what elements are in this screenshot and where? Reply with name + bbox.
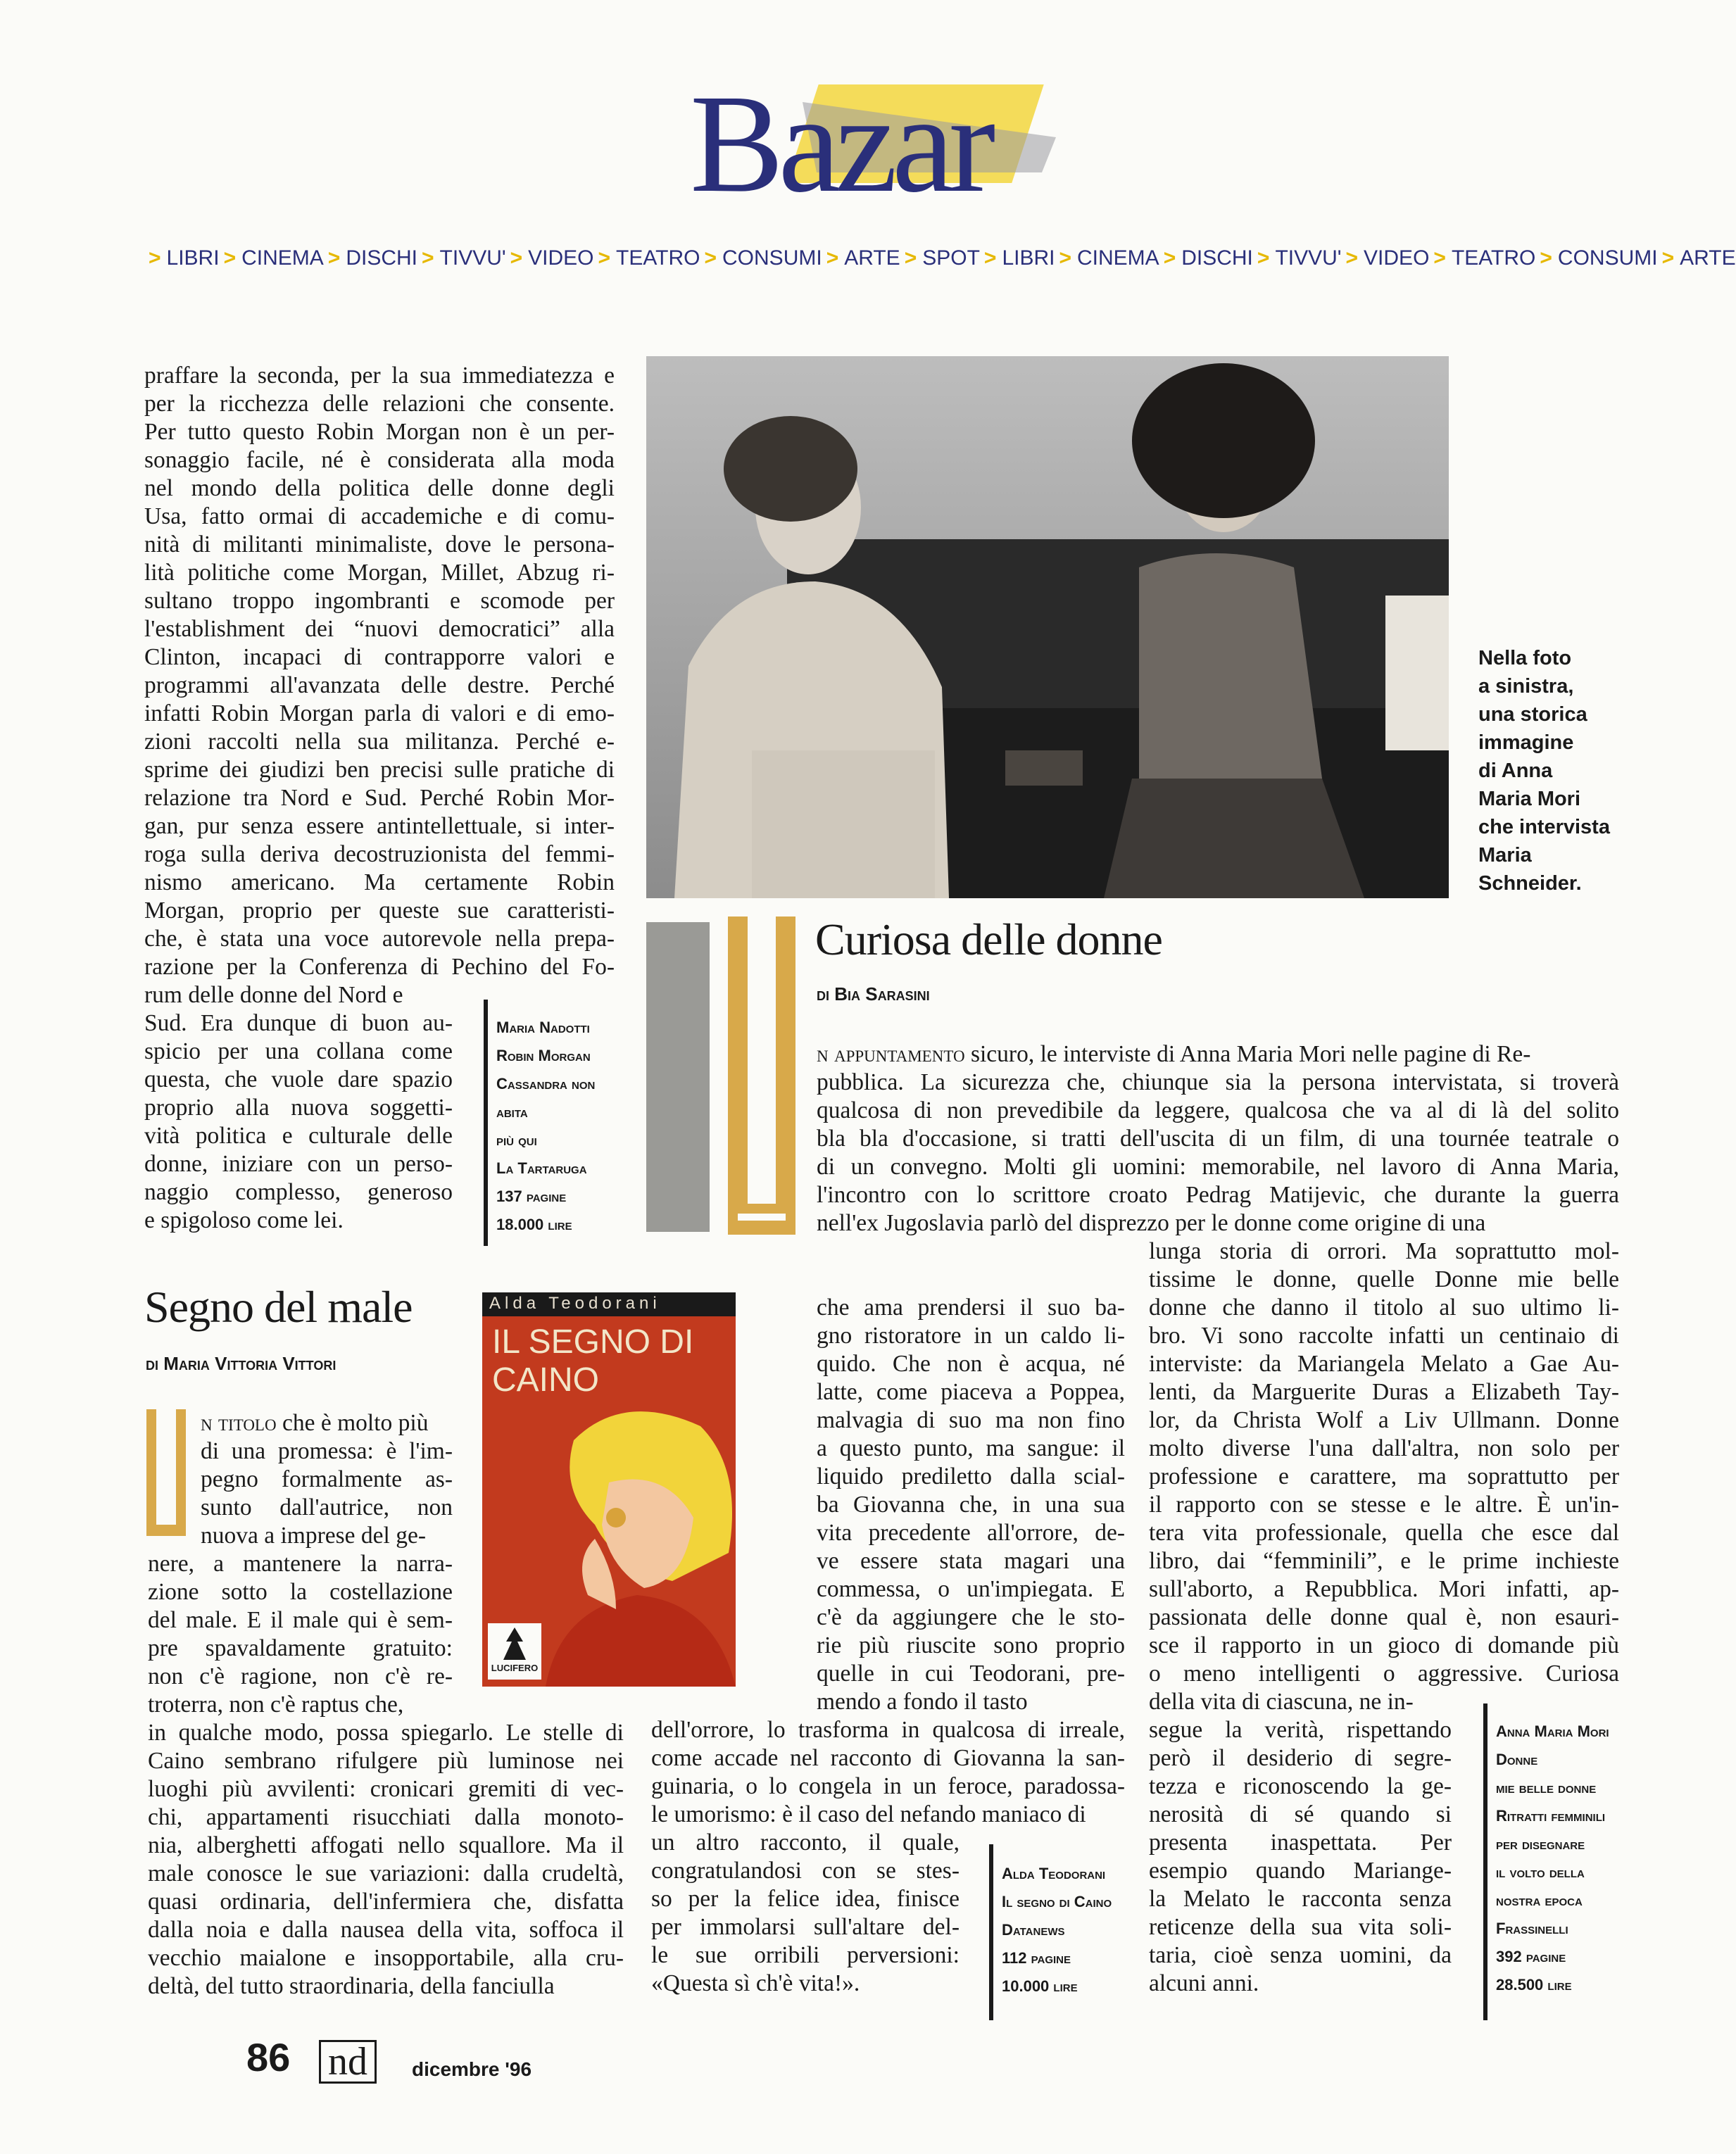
dropcap-u-male (146, 1409, 186, 1536)
text-line: sull'aborto, a Repubblica. Mori infatti, ap- (1149, 1576, 1619, 1602)
text-line: tera vita professionale, quella che esce dal (1149, 1520, 1619, 1546)
nav-item[interactable] (1253, 246, 1342, 270)
decorative-gray-bar (646, 922, 710, 1232)
chevron-right-icon: > (223, 246, 237, 270)
byline-mori: di Bia Sarasini (817, 983, 930, 1004)
book-cover-illustration (532, 1398, 736, 1687)
nav-item-label: LIBRI (166, 246, 220, 270)
book-cover (482, 1292, 736, 1687)
text-line: pubblica. La sicurezza che, chiunque sia la persona intervistata, si troverà (817, 1069, 1619, 1095)
text-line: vita precedente all'orrore, de- (817, 1520, 1125, 1546)
credit-line: 392 pagine (1496, 1948, 1566, 1965)
text-line: luoghi più avvilenti: cronicari gremiti di vec- (148, 1776, 624, 1802)
nav-item-label: TEATRO (616, 246, 700, 270)
text-line: libro, dai “femminili”, e le prime inchieste (1149, 1548, 1619, 1574)
text-line: lor, da Christa Wolf a Liv Ullmann. Donne (1149, 1407, 1619, 1433)
nav-item-label: TIVVU' (439, 246, 506, 270)
text-line: vecchio maialone e insopportabile, alla cru- (148, 1945, 624, 1971)
text-line: praffare la seconda, per la sua immediatezza e (144, 363, 615, 389)
credit-line: 28.500 lire (1496, 1976, 1572, 1994)
credit-line: nostra epoca (1496, 1891, 1583, 1909)
text-line: Per tutto questo Robin Morgan non è un per- (144, 419, 615, 445)
text-line: quasi ordinaria, dell'infermiera che, disfatta (148, 1889, 624, 1915)
text-line: nerosità di sé quando si (1149, 1801, 1452, 1827)
male-text-dropcap (201, 1437, 453, 1550)
text-line: gan, pur senza essere antintellettuale, si inter- (144, 813, 615, 839)
nav-item[interactable] (1159, 246, 1253, 270)
mori-text-right (1149, 1237, 1619, 1716)
caption-line: Maria Mori (1478, 788, 1581, 810)
text-line: rie più riuscite sono proprio (817, 1632, 1125, 1658)
text-line: roga sulla deriva decostruzionista del femmi- (144, 841, 615, 867)
chevron-right-icon: > (904, 246, 917, 270)
text-line: guinaria, o lo congela in un feroce, paradossa- (651, 1773, 1125, 1799)
text-line: pegno formalmente as- (201, 1466, 453, 1492)
text-line: nell'ex Jugoslavia parlò del disprezzo per le donne come origine di una (817, 1210, 1486, 1236)
text-line: interviste: da Mariangela Melato a Gae Au- (1149, 1351, 1619, 1377)
issue-date: dicembre '96 (412, 2058, 532, 2080)
text-line: in qualche modo, possa spiegarlo. Le stelle di (148, 1720, 624, 1746)
credit-line: più qui (496, 1131, 537, 1149)
text-line: di un convegno. Molti gli uomini: memorabile, nel lavoro di Anna Maria, (817, 1154, 1619, 1180)
text-line: nia, alberghetti affogati nello squallore. Ma il (148, 1832, 624, 1858)
text-line: per la ricchezza delle relazioni che consente. (144, 391, 615, 417)
nav-item[interactable] (1429, 246, 1535, 270)
text-line: molto diverse l'una dall'altra, non solo per (1149, 1435, 1619, 1461)
nav-item[interactable] (1342, 246, 1430, 270)
nav-item-label: ARTE (844, 246, 900, 270)
credit-line: Alda Teodorani (1002, 1865, 1106, 1882)
male-text-middle-wide (651, 1716, 1125, 1829)
male-text-middle-narrow (651, 1829, 960, 1998)
text-line: segue la verità, rispettando (1149, 1717, 1452, 1743)
text-line: donne, iniziare con un perso- (144, 1151, 453, 1177)
magazine-logo: nd (319, 2040, 377, 2084)
text-line: rum delle donne del Nord e (144, 982, 403, 1008)
credit-line: Ritratti femminili (1496, 1807, 1606, 1825)
text-line: zione sotto la costellazione (148, 1579, 453, 1605)
lead-rest-mori: sicuro, le interviste di Anna Maria Mori nelle pagine di Re- (964, 1041, 1531, 1067)
nav-item-label: CONSUMI (722, 246, 822, 270)
chevron-right-icon: > (1540, 246, 1552, 270)
text-line: razione per la Conferenza di Pechino del Fo- (144, 954, 615, 980)
book-credit-morgan (496, 1014, 623, 1239)
text-line: di una promessa: è l'im- (201, 1438, 453, 1464)
text-line: sprime dei giudizi ben precisi sulle pratiche di (144, 757, 615, 783)
text-line: taria, cioè senza uomini, da (1149, 1942, 1452, 1968)
caption-line: Schneider. (1478, 872, 1582, 895)
headline-male: Segno del male (144, 1282, 413, 1332)
nav-item[interactable] (1658, 246, 1736, 270)
credit-rule (1483, 1703, 1487, 2020)
text-line: bla bla d'occasione, si tratti dell'uscita di un film, di una tournée teatrale o (817, 1126, 1619, 1152)
publisher-name: LUCIFERO (491, 1663, 539, 1673)
text-line: a questo punto, ma sangue: il (817, 1435, 1125, 1461)
text-line: nel mondo della politica delle donne degli (144, 475, 615, 501)
text-line: spicio per una collana come (144, 1038, 453, 1064)
text-line: Morgan, proprio per queste sue caratteristi- (144, 898, 615, 924)
lead-line-mori (817, 1040, 1619, 1069)
text-line: proprio alla nuova soggetti- (144, 1095, 453, 1121)
nav-item-label: DISCHI (346, 246, 417, 270)
caption-line: Nella foto (1478, 647, 1572, 669)
credit-line: La Tartaruga (496, 1159, 587, 1177)
credit-line: per disegnare (1496, 1835, 1585, 1853)
male-text-middle (817, 1294, 1125, 1716)
text-line: nismo americano. Ma certamente Robin (144, 869, 615, 895)
text-line: presenta inaspettata. Per (1149, 1829, 1452, 1856)
text-line: sunto dall'autrice, non (201, 1494, 453, 1520)
chevron-right-icon: > (1345, 246, 1359, 270)
text-line: nità di militanti minimaliste, dove le persona- (144, 531, 615, 558)
credit-line: abita (496, 1103, 528, 1121)
nav-item-label: LIBRI (1002, 246, 1055, 270)
credit-rule (484, 1000, 488, 1246)
text-line: zioni raccolti nella sua militanza. Perché e- (144, 729, 615, 755)
text-line: che ama prendersi il suo ba- (817, 1295, 1125, 1321)
caption-line: una storica (1478, 703, 1587, 726)
text-line: Clinton, incapaci di contrapporre valori e (144, 644, 615, 670)
text-line: dalla noia e dalla nausea della vita, soffoca il (148, 1917, 624, 1943)
text-line: latte, come piaceva a Poppea, (817, 1379, 1125, 1405)
text-line: gno ristoratore in un caldo li- (817, 1323, 1125, 1349)
text-line: malvagia di suo ma non fino (817, 1407, 1125, 1433)
photo-caption (1478, 644, 1661, 898)
book-credit-teodorani (1002, 1860, 1143, 2001)
text-line: nere, a mantenere la narra- (148, 1551, 453, 1577)
nav-item-label: VIDEO (528, 246, 594, 270)
text-line: «Questa sì ch'è vita!». (651, 1970, 860, 1996)
text-line: troterra, non c'è raptus che, (148, 1692, 404, 1718)
credit-line: Frassinelli (1496, 1920, 1568, 1937)
left-column-text (144, 362, 615, 1009)
credit-line: Cassandra non (496, 1075, 596, 1092)
text-line: vità politica e culturale delle (144, 1123, 453, 1149)
text-line: so per la felice idea, finisce (651, 1886, 960, 1912)
text-line: tezza e riconoscendo la ge- (1149, 1773, 1452, 1799)
interview-photo (646, 356, 1449, 898)
nav-item[interactable] (594, 246, 700, 270)
nav-item-label: VIDEO (1364, 246, 1430, 270)
chevron-right-icon: > (149, 246, 161, 270)
chevron-right-icon: > (826, 246, 839, 270)
chevron-right-icon: > (1433, 246, 1446, 270)
caption-line: che intervista (1478, 816, 1610, 838)
text-line: quido. Che non è acqua, né (817, 1351, 1125, 1377)
text-line: il rapporto con se stesse e le altre. È un'in- (1149, 1492, 1619, 1518)
chevron-right-icon: > (704, 246, 717, 270)
chevron-right-icon: > (983, 246, 997, 270)
text-line: esempio quando Mariange- (1149, 1858, 1452, 1884)
text-line: dell'orrore, lo trasforma in qualcosa di irreale, (651, 1717, 1125, 1743)
lead-line-male (201, 1409, 453, 1437)
text-line: come accade nel racconto di Giovanna la san- (651, 1745, 1125, 1771)
nav-item[interactable] (324, 246, 417, 270)
nav-item-label: DISCHI (1181, 246, 1253, 270)
book-cover-author: Alda Teodorani (489, 1294, 661, 1313)
text-line: Sud. Era dunque di buon au- (144, 1010, 453, 1036)
text-line: Usa, fatto ormai di accademiche e di comu- (144, 503, 615, 529)
text-line: qualcosa di non prevedibile da leggere, qualcosa che va al di là del solito (817, 1097, 1619, 1123)
headline-mori: Curiosa delle donne (815, 914, 1162, 964)
text-line: del male. E il male qui è sem- (148, 1607, 453, 1633)
chevron-right-icon: > (1661, 246, 1675, 270)
text-line: infatti Robin Morgan parla di valori e di emo- (144, 700, 615, 726)
caption-line: a sinistra, (1478, 675, 1574, 698)
text-line: ve essere stata magari una (817, 1548, 1125, 1574)
chevron-right-icon: > (598, 246, 611, 270)
text-line: l'incontro con lo scrittore croato Pedrag Matijevic, che durante la guerra (817, 1182, 1619, 1208)
text-line: le umorismo: è il caso del nefando maniaco di (651, 1801, 1086, 1827)
text-line: o meno intelligenti o aggressive. Curiosa (1149, 1661, 1619, 1687)
credit-line: Datanews (1002, 1921, 1065, 1939)
text-line: quelle in cui Teodorani, pre- (817, 1661, 1125, 1687)
nav-item-label: CONSUMI (1557, 246, 1658, 270)
male-text-narrow (148, 1550, 453, 1719)
credit-line: il volto della (1496, 1863, 1585, 1881)
credit-line: Maria Nadotti (496, 1019, 590, 1036)
chevron-right-icon: > (1059, 246, 1071, 270)
text-line: un altro racconto, il quale, (651, 1829, 960, 1856)
nav-item[interactable] (1055, 246, 1159, 270)
book-credit-mori (1496, 1718, 1623, 1999)
chevron-right-icon: > (1257, 246, 1270, 270)
lead-smallcaps-male: n titolo (201, 1410, 277, 1436)
nav-item[interactable] (980, 246, 1055, 270)
section-nav (144, 246, 1736, 270)
mori-text-right-narrow (1149, 1716, 1452, 1998)
caption-line: di Anna (1478, 760, 1553, 782)
nav-item[interactable] (220, 246, 324, 270)
chevron-right-icon: > (327, 246, 341, 270)
nav-item[interactable] (506, 246, 594, 270)
mori-text-wide (817, 1069, 1619, 1237)
text-line: della vita di ciascuna, ne in- (1149, 1689, 1414, 1715)
text-line: però il desiderio di segre- (1149, 1745, 1452, 1771)
text-line: mendo a fondo il tasto (817, 1689, 1028, 1715)
text-line: relazione tra Nord e Sud. Perché Robin Mor- (144, 785, 615, 811)
text-line: sce il rapporto in un gioco di domande più (1149, 1632, 1619, 1658)
text-line: Caino sembrano rifulgere più luminose nei (148, 1748, 624, 1774)
text-line: ba Giovanna che, in una sua (817, 1492, 1125, 1518)
text-line: liquido prediletto dalla scial- (817, 1463, 1125, 1489)
chevron-right-icon: > (510, 246, 523, 270)
credit-line: 18.000 lire (496, 1216, 572, 1233)
text-line: professione e carattere, ma soprattutto per (1149, 1463, 1619, 1489)
credit-line: 137 pagine (496, 1188, 567, 1205)
text-line: lenti, da Marguerite Duras a Elizabeth Tay- (1149, 1379, 1619, 1405)
text-line: passionata delle donne qual è, non esauri- (1149, 1604, 1619, 1630)
credit-line: 10.000 lire (1002, 1977, 1078, 1995)
dropcap-u-mori (728, 917, 795, 1235)
credit-line: 112 pagine (1002, 1949, 1071, 1967)
credit-line: Robin Morgan (496, 1047, 591, 1064)
nav-item[interactable] (417, 246, 506, 270)
nav-item[interactable] (144, 246, 220, 270)
credit-line: Anna Maria Mori (1496, 1722, 1609, 1740)
chevron-right-icon: > (422, 246, 434, 270)
masthead-title: Bazar (690, 66, 990, 222)
text-line: pre spavaldamente gratuito: (148, 1635, 453, 1661)
nav-item-label: TEATRO (1451, 246, 1536, 270)
text-line: non c'è ragione, non c'è re- (148, 1663, 453, 1689)
text-line: lità politiche come Morgan, Millet, Abzug ri- (144, 560, 615, 586)
text-line: deltà, del tutto straordinaria, della fanciulla (148, 1973, 555, 1999)
male-text-wide (148, 1719, 624, 2001)
text-line: c'è da aggiungere che le sto- (817, 1604, 1125, 1630)
text-line: le sue orribili perversioni: (651, 1942, 960, 1968)
text-line: e spigoloso come lei. (144, 1207, 344, 1233)
publisher-logo (488, 1623, 541, 1680)
text-line: naggio complesso, generoso (144, 1179, 453, 1205)
text-line: donne che danno il titolo al suo ultimo li- (1149, 1295, 1619, 1321)
text-line: sonaggio facile, né è considerata alla moda (144, 447, 615, 473)
caption-line: immagine (1478, 731, 1574, 754)
nav-item[interactable] (822, 246, 900, 270)
nav-item[interactable] (1535, 246, 1657, 270)
text-line: reticenze della sua vita soli- (1149, 1914, 1452, 1940)
book-cover-title: IL SEGNO DI CAINO (492, 1323, 694, 1399)
nav-item[interactable] (700, 246, 822, 270)
text-line: chi, appartamenti risucchiati dalla monoto- (148, 1804, 624, 1830)
text-line: per immolarsi sull'altare del- (651, 1914, 960, 1940)
nav-item-label: ARTE (1680, 246, 1736, 270)
text-line: questa, che vuole dare spazio (144, 1066, 453, 1092)
lead-smallcaps-mori: n appuntamento (817, 1041, 965, 1067)
byline-male: di Maria Vittoria Vittori (146, 1353, 336, 1374)
nav-item-label: SPOT (922, 246, 980, 270)
credit-rule (989, 1844, 993, 2020)
text-line: congratulandosi con se stes- (651, 1858, 960, 1884)
text-line: male conosce le sue variazioni: dalla crudeltà, (148, 1860, 624, 1887)
nav-item-label: CINEMA (241, 246, 324, 270)
publisher-figure-icon (502, 1627, 527, 1661)
nav-item-label: CINEMA (1077, 246, 1159, 270)
left-column-narrow-text (144, 1009, 453, 1235)
text-line: programmi all'avanzata delle destre. Perché (144, 672, 615, 698)
page-number: 86 (246, 2035, 291, 2079)
nav-item-label: TIVVU' (1275, 246, 1342, 270)
text-line: che, è stata una voce autorevole nella prepa- (144, 926, 615, 952)
text-line: alcuni anni. (1149, 1970, 1259, 1996)
text-line: lunga storia di orrori. Ma soprattutto mol- (1149, 1238, 1619, 1264)
credit-line: Donne (1496, 1751, 1538, 1768)
nav-item[interactable] (900, 246, 980, 270)
lead-rest-male: che è molto più (276, 1410, 429, 1436)
text-line: l'establishment dei “nuovi democratici” alla (144, 616, 615, 642)
text-line: tissime le donne, quelle Donne mie belle (1149, 1266, 1619, 1292)
credit-line: Il segno di Caino (1002, 1893, 1112, 1910)
text-line: nuova a imprese del ge- (201, 1523, 426, 1549)
text-line: bro. Vi sono raccolte infatti un centinaio di (1149, 1323, 1619, 1349)
text-line: commessa, o un'impiegata. E (817, 1576, 1125, 1602)
text-line: sultano troppo ingombranti e scomode per (144, 588, 615, 614)
caption-line: Maria (1478, 844, 1532, 867)
text-line: la Melato le racconta senza (1149, 1886, 1452, 1912)
credit-line: mie belle donne (1496, 1779, 1597, 1796)
chevron-right-icon: > (1163, 246, 1176, 270)
